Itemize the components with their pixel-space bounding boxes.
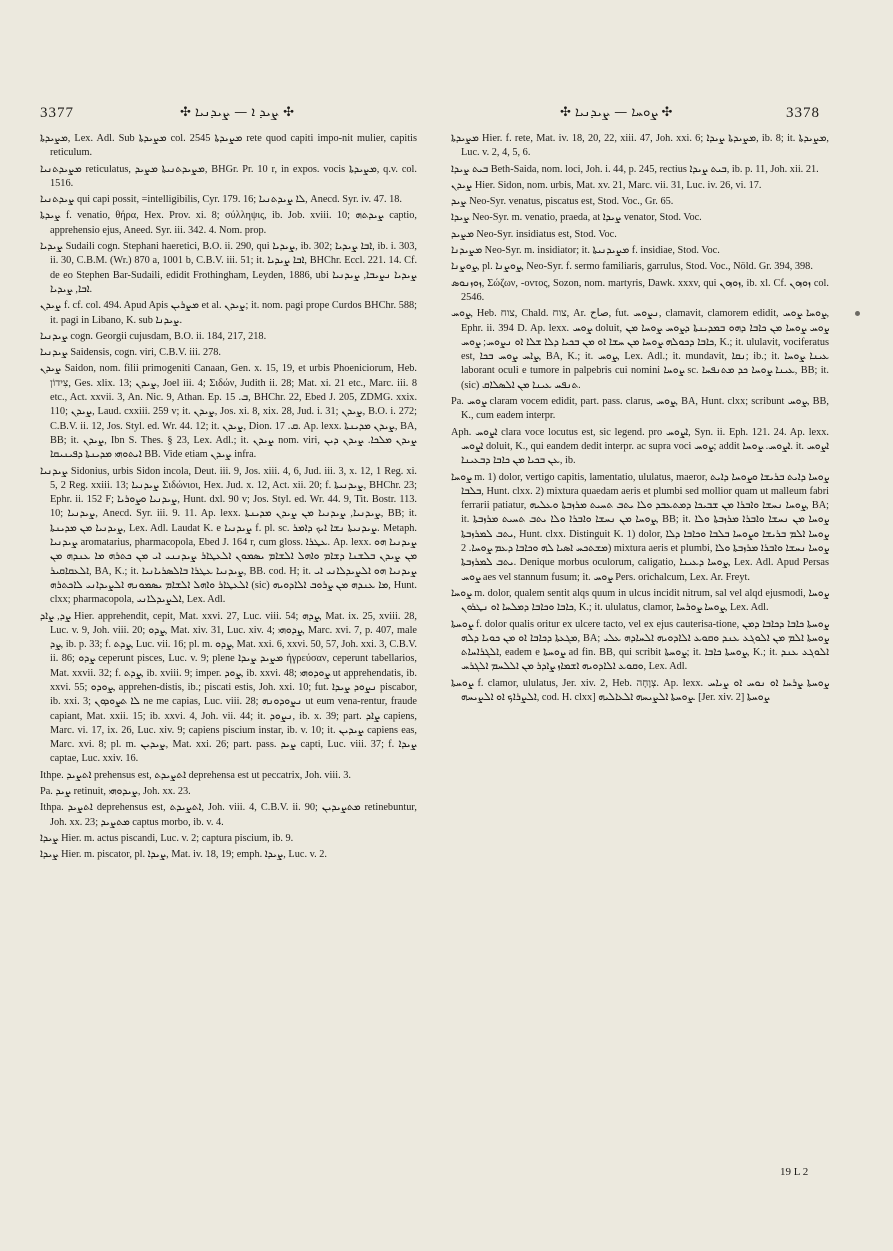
- entry: ܨܝܕܢ Saidon, nom. filii primogeniti Canaan, Gen. x. 15, 19, et urbis Phoeniciorum, Heb. צִידוֹן, Ges. xlix. 13; ܨܝܕܢ, Joel iii. 4; Σιδών, Judith ii. 28; Mat. xi. 21 etc., Marc. iii. 8 etc., Act. xxvii. 3, An. Nic. 9, Athan. Ep. ܒ. 15, BHChr. 22, Ebed J. 205, ZDMG. xxix. 110; ܨܝܕܢ, Laud. cxxiii. 259 v; it. ܨܝܕܢ, Jos. xi. 8, xix. 28, Jud. i. 31; ܨܝܕܢ, B.O. i. 272; C.B.V. ii. 12, Jos. Styl. ed. Wr. 44. 12; it. ܨܝܕܢ, Dion. ܩ. 17. Ap. lexx. ܨܝܕܢ ܡܕܝܢܬܐ, BA, BB; it. ܨܝܕܢ, Ibn S. Thes. § 23, Lex. Adl.; it. ܨܝܕܢ nom. viri, ܨܝܕܢ ܡܠܟܐ. ܨܝܕܢ ܕܝܢ ܐܝܬܘܗܝ ܡܕܝܢܬܐ ܕܦܝܢܝܩܐ BB. Vide etiam ܨܝܕܢ infra.: [40, 363, 417, 461]
- page-number-right: 3378: [786, 105, 820, 121]
- entry: ܡܨܝܕܬܐ, Lex. Adl. Sub ܡܨܝܕܬܐ col. 2545 ܡܨܝܕܬܐ rete quod capiti impo-nit mulier, capitis reticulum.: [40, 133, 417, 159]
- entry: Ithpe. ܐܬܨܝܕ prehensus est, ܐܬܨܝܕܬ deprehensa est ut peccatrix, Joh. viii. 3.: [40, 769, 351, 781]
- running-head-left: ✣ ܨܝܕ ܐ — ܨܝܕܢܝܐ ✣: [180, 105, 294, 120]
- page-number-left: 3377: [40, 105, 74, 121]
- entry: ܒܝܬ ܨܝܕܐ Beth-Saida, nom. loci, Joh. i. 44, p. 245, rectius ܒܝܬ ܨܝܕܐ, ib. p. 11, Joh. xii. 21.: [451, 163, 819, 175]
- entry: ܨܝܕܢ Hier. Sidon, nom. urbis, Mat. xv. 21, Marc. vii. 31, Luc. iv. 26, vi. 17.: [451, 179, 762, 191]
- entry: Aph. ܐܨܘܚ clara voce locutus est, sic legend. pro ܐܨܘܚ, Syn. ii. Eph. 121. 24. Ap. lexx. ܐܨܘܚ doluit, K., qui eandem dedit interpr. ac supra voci ܨܘܚ; addit ܐܨܘܚ. ܨܘܚܐ. it. ܐܨܘܚ ܥܢ ܒܟܝܐ ܡܢ ܟܐܒܐ ܕܒܥܝܢܐ, ib.: [451, 426, 829, 467]
- running-head-right: ✣ ܨܘܚܐ — ܨܝܕܢܝܐ ✣: [560, 105, 673, 120]
- entry: Pa. ܨܝܕ retinuit, ܨܝܕܘܗܝ, Joh. xx. 23.: [40, 786, 191, 798]
- entry: ܨܕ, ܨܐܕ Hier. apprehendit, cepit, Mat. xxvi. 27, Luc. viii. 54; ܨܕܗ, Mat. ix. 25, xviii. 28, Luc. v. 9, Joh. viii. 20; ܨܕܘ, Mat. xiv. 31, Luc. xiv. 4; ܨܕܘܗܝ, Marc. xvi. 7, p. 407, male ܨܕ, ib. p. 33; f. ܨܕܬ, Luc. vii. 16; pl. m. ܨܕܘ, Mat. xxi. 6, xxvi. 50, 57, Joh. xxi. 3, C.B.V. ii. 86; ܨܕܘ ceperunt pisces, Luc. v. 9; plene ܡܨܝܕ ܨܝܕܐ ἠγρεύσαν, ceperunt tabellarios, Mat. xxvii. 32; f. ܨܕܬ, ib. xviii. 9; imper. ܨܘܕ, ib. xxvi. 48; ܨܘܕܘܗܝ ut apprehendatis, ib. xxvi. 55; ܨܘܕܘ, apprehen-distis, ib.; piscati estis, Joh. xxi. 10; fut. ܢܨܘܕ ܨܝܕܐ piscabor, ib. xxi. 3; ܠܐ ܬܨܘܕܘܢ ne me capias, Luc. viii. 28; ܢܨܘܕܘܢܗ ut eum vena-rentur, fraude capiant, Mat. xxii. 15; ib. xxvi. 4, Joh. vii. 44; it. ܢܨܘܕ, ib. x. 39; part. ܨܐܕ capiens, Marc. vi. 17, ix. 26, Luc. xiv. 9; capiens piscium instar, ib. v. 10; it. ܨܝܕܝܢ capiens eas, Marc. xvi. 8; pl. m. ܨܝܕܝܢ, Mat. xxi. 26; part. pass. ܨܝܕ capti, Luc. viii. 37; f. ܨܝܕܐ captae, Luc. xxiv. 16.: [40, 610, 417, 765]
- entry: ܨܝܕܬܐ f. venatio, θήρα, Hex. Prov. xi. 8; σύλληψις, ib. Job. xviii. 10; ܨܝܕܬܗ captio, apprehensio ejus, Aneed. Syr. iii. 342. 4. Nom. prop.: [40, 210, 417, 236]
- entry: ܡܨܝܕܬܐ Hier. f. rete, Mat. iv. 18, 20, 22, xiii. 47, Joh. xxi. 6; ܡܨܝܕܬܐ ܨܝܕܐ, ib. 8; it. ܡܨܝܕܬܐ, Luc. v. 2, 4, 5, 6.: [451, 133, 829, 159]
- entry: ܨܝܕܐ Neo-Syr. m. venatio, praeda, at ܨܝܕܐ venator, Stod. Voc.: [451, 212, 702, 224]
- margin-dot: [855, 311, 860, 316]
- entry: ܨܝܕ Neo-Syr. venatus, piscatus est, Stod. Voc., Gr. 65.: [451, 196, 674, 208]
- entry: Pa. ܨܘܚ claram vocem edidit, part. pass. clarus, ܨܘܚ, BA, Hunt. clxx; scribunt ܨܘܚ, BB, K., cum eadem interpr.: [451, 396, 829, 422]
- left-column: [40, 132, 417, 1182]
- page-header: [40, 105, 820, 129]
- entry: ܨܘܚܬܐ f. clamor, ululatus, Jer. xiv. 2, Heb. צְוָחָה. Ap. lexx. ܨܘܚܬܐ ܨܪܚܐ ܐܘ ܢܘܚ ܐܘ ܨܝܐܚ ܐܠܨܪܐܟ ܐܘ ܐܠܨܝܚܗ, cod. H. clxx] ܨܘܚܬܐ ܐܠܨܝܚܗ ܐܠܥܐܠܝܗ. [Jer. xiv. 2] ܨܘܚܬܐ: [451, 677, 829, 703]
- printer-signature: 19 L 2: [780, 1166, 809, 1178]
- entry: ܨܘܨܢܐ, pl. ܨܘܨܢܐ, Neo-Syr. f. sermo familiaris, garrulus, Stod. Voc., Nöld. Gr. 394, 398.: [451, 261, 813, 273]
- entry: ܡܨܝܕ Neo-Syr. insidiatus est, Stod. Voc.: [451, 228, 617, 240]
- entry: ܨܝܕܬܢܝܐ qui capi possit, =intelligibilis, Cyr. 179. 16; ܠܐ ܨܝܕܬܢܝܐ, Anecd. Syr. iv. 47. 18.: [40, 194, 402, 206]
- entry: ܡܨܝܕܬܢܝܐ reticulatus, ܡܨܝܕܬܢܝܬܐ ܡܨܝܕ, BHGr. Pr. 10 r, in expos. vocis ܡܨܝܕܬܐ, q.v. col. 1516.: [40, 163, 417, 189]
- entry: ܨܘܚܐ m. 1) dolor, vertigo capitis, lamentatio, ululatus, maeror, ܨܘܚܐ ܕܐܝܬ ܒܪܝܫܐ ܘܨܘܚܐ ܕܐܝܬ ܒܠܒܐ, Hunt. clxx. 2) mixtura quaedam aeris et plumbi sed mollior quam ut malleum fabri ferrarii patiatur, ܨܘܚܐ ܢܚܫܐ ܘܐܒܪܐ ܡܢ ܫܒܝܟܐ ܕܡܬܥܒܕ ܘܠܐ ܝܬܒ ܬܚܝܬ ܡܪܙܒܬܐ ܘܥܠܝܗ, BA; it. ܨܘܚܐ ܡܢ ܢܚܫܐ ܘܐܒܪܐ ܘܠܐ ܝܬܒ ܬܚܝܬ ܡܪܙܒܬܐ, BB; it. ܨܘܚܐ ܡܢ ܢܚܫܐ ܘܐܒܪܐ ܡܪܙܒܬܐ ܘܠܐ ܝܬܒ ܠܡܪܙܒܬܐ, Hunt. clxx. Distinguit K. 1) dolor, ܨܘܚܐ ܐܠܡ ܒܪܝܫܐ ܘܨܘܚܐ ܒܠܒܐ ܘܟܐܒܐ ܕܠܐ ܡܫܬܟܚ ܐܣܝܐ ܠܗ ܘܟܐܒܐ ܕܥܡ ܨܘܚܐ. 2) mixtura aeris et plumbi, ܨܘܚܐ ܢܚܫܐ ܘܐܒܪܐ ܡܪܙܒܬܐ ܘܠܐ ܝܬܒ ܠܡܪܙܒܬܐ. Denique morbus oculorum, caligatio, ܨܘܚܐ ܕܥܝܢܐ, Lex. Adl. Apud Persas ܨܘܚ aes vel stannum fusum; it. ܨܘܚ Pers. orichalcum, Lex. Ar. Freyt.: [451, 471, 829, 583]
- entry: ܨܘܚܬܐ f. dolor qualis oritur ex ulcere tacto, vel ex ejus cauterisa-tione, ܨܘܚܬܐ ܟܐܒܐ ܕܟܐܒܐ ܕܡܢ ܡܓܥܬܐ ܕܟܐܒܐ ܐܘ ܡܢ ܟܘܝܐ ܕܠܗ, BA; ܨܘܚܬܐ ܐܠܡ ܡܢ ܐܠܘܓܥ ܥܢܕ ܘܩܘܥ ܐܠܐܕܘܝܗ ܐܠܚܐܕܗ ܥܠܝ ܐܠܓܪܐܚܐܬ, eadem e ܨܘܚܬܐ ad fin. BB, qui scribit ܨܘܚܬܐ; it. ܨܘܚܬܐ ܟܐܒܐ, K.; it. ܐܠܘܓܥ ܥܢܕ ܘܩܘܥ ܐܠܐܕܘܝܗ ܐܫܡܐܙ ܨܐܕܪ ܡܢ ܐܠܠܚܡ ܐܠܓܪܚ, Lex. Adl.: [451, 618, 829, 673]
- entry: ܨܝܕܢܝܐ Saidensis, cogn. viri, C.B.V. iii. 278.: [40, 347, 221, 359]
- right-column: [451, 132, 829, 1182]
- entry: ܙܘܙܢܘܣ, Σώζων, -οντος, Sozon, nom. martyris, Dawk. xxxv, qui ܙܘܙܘܢ, ib. xl. Cf. ܙܘܙܘܢ col. 2546.: [451, 277, 829, 303]
- entry: Ithpa. ܐܬܨܝܕ deprehensus est, ܐܬܨܝܕܬ, Joh. viii. 4, C.B.V. ii. 90; ܡܬܨܝܕܝܢ retinebuntur, Joh. xx. 23; ܡܬܨܝܕ captus morbo, ib. v. 4.: [40, 802, 417, 828]
- entry: ܨܘܚ, Heb. צוח, Chald. צוח, Ar. صاح, fut. ܢܨܘܚ, clamavit, clamorem edidit, ܨܘܚܐ ܨܘܚ, Ephr. ii. 394 D. Ap. lexx. ܨܘܚ doluit, ܨܘܚ ܨܘܚܐ ܡܢ ܟܐܒܐ ܕܗܘ ܒܡܕܝܢܬܐ ܕܨܘܚ ܨܘܚܐ ܡܢ ܟܐܒܐ ܕܟܘܠܗ ܨܘܚܐ ܡܢ ܚܫܐ ܐܘ ܡܢ ܒܟܝܐ ܕܠܐ ܫܠܐ ܐܘ ܢܨܘܚ; ܨܘܚ, K.; it. ululavit, vociferatus est, ܨܐܚ ܨܘܚ ܒܟܐ, BA, K.; it. ܨܘܚ, Lex. Adl.; it. mundavit, ܢܩܐ; ib.; it. ܥܝܢܐ ܨܘܚܐ laborant oculi e tumore in palpebris cui nomini ܨܘܚܐ sc. ܥܝܢܐ ܨܘܚܐ ܟܕ ܡܬܢܦܚܐ, BB; it. (sic) ܬܢܦܚ ܥܝܢܐ ܡܢ ܐܠܣܠܐܩ.: [451, 308, 829, 391]
- entry: ܨܘܚܐ m. dolor, qualem sentit alqs quum in ulcus incidit nitrum, sal vel alqd ejusmodi, ܨܘܚܐ ܟܐܒܐ ܘܟܐܒܐ ܕܡܠܚܐ ܐܘ ܢܛܪܘܢ, K.; it. ululatus, clamor, ܨܘܚܐ ܨܘܪܚܐ, Lex. Adl.: [451, 587, 829, 614]
- entry: ܨܝܕܢ f. cf. col. 494. Apud Apis ܡܨܪܝܢ et al. ܨܝܕܢ; it. nom. pagi prope Curdos BHChr. 588; it. pagi in Libano, K. sub ܨܝܕܢܐ.: [40, 300, 417, 326]
- entry: ܡܨܝܕܢܐ Neo-Syr. m. insidiator; it. ܡܨܝܕܢܝܬܐ f. insidiae, Stod. Voc.: [451, 245, 720, 257]
- entry: ܨܝܕܐ Hier. m. piscator, pl. ܨܝܕܐ, Mat. iv. 18, 19; emph. ܨܝܕܐ, Luc. v. 2.: [40, 849, 327, 861]
- entry: ܨܝܕܢܝܐ cogn. Georgii cujusdam, B.O. ii. 184, 217, 218.: [40, 330, 267, 342]
- entry: ܨܝܕܝܐ Sudaili cogn. Stephani haeretici, B.O. ii. 290, qui ܨܝܕܝܐ, ib. 302; ܐܒܐ ܨܝܕܝܐ, ib. i. 303, ii. 30, C.B.M. (Wr.) 870 a, 1001 b, C.B.V. iii. 51; it. ܐܒܐ ܨܝܕܝܐ, BHChr. Eccl. 221. 14. Cf. de eo Stephen Bar-Sudaili, edidit Frothingham, Leyden, 1886, ubi ܨܝܕܝܐ ܢܨܝܒܐ, ܨܝܕܢܝܐ ܐܒܐ, ܨܝܕܝܐ.: [40, 241, 417, 295]
- entry: ܨܝܕܢܝܐ Sidonius, urbis Sidon incola, Deut. iii. 9, Jos. xiii. 4, 6, Jud. iii. 3, x. 12, 1 Reg. xi. 5, 2 Reg. xxiii. 13; ܨܝܕܢܝܐ Σιδώνιοι, Hex. Jud. x. 12, Act. xii. 20; f. ܨܝܕܢܝܬܐ, BHChr. 23; Ephr. ii. 152 F; ܨܝܕܢܝܐ ܘܨܘܪܝܐ, Hunt. dxl. 90 v; Jos. Styl. ed. Wr. 44. 9, Tit. Bostr. 113. 10; ܨܝܕܢܝܐ, Anecd. Syr. iii. 9. 11. Ap. lexx. ܨܝܕܢܝܐ, ܨܝܕܢܝܐ ܡܢ ܨܝܕܢ ܡܕܝܢܬܐ, BB; it. ܨܝܕܢܝܐ ܡܢ ܡܕܝܢܬܐ, Lex. Adl. Laudat K. e ܨܝܕܢܝܐ f. pl. sc. ܨܝܕܢܝܬܐ ܢܫܐ ܐܝܟ ܕܐܡܪ. Metaph. ܨܝܕܢܝܐ aromatarius, pharmacopola, Ebed J. 164 r, cum gloss. ܥܛܪܐ. Ap. lexx. ܨܝܕܢܝܐ ܗܘ ܡܢ ܨܝܕܢ ܒܠܫܢܐ ܕܫܐܡ ܘܐܗܠ ܐܠܫܐܡ ܝܣܡܘܢ ܐܠܥܛܐܪ ܨܝܕܢܢܝ ܐܝ ܡܢ ܟܬܪܗ ܡܐ ܥܢܕܗ ܡܢ ܐܠܥܩܐܩܝܪ, BA, K.; it. ܨܝܕܢܝܐ ܥܛܪܐ ܒܐܠܣܪܝܐܢܝܐ, BB. cod. H; it. ܨܝܕܢܝܐ ܗܘ ܐܠܨܝܕܠܐܢܝ ܐܝ ܐܠܥܛܐܪ ܘܐܗܠ ܐܠܫܐܡ ܝܣܡܘܢܗ ܐܠܨܝܕܐܢܝ ܠܐܟܬܪܗ (sic) ܡܐ ܥܢܕܗ ܡܢ ܨܪܘܒ ܐܠܐܕܘܝܗ, Hunt. clxx; pharmacopola, ܐܠܨܝܕܠܐܢܝ, Lex. Adl.: [40, 465, 417, 606]
- entry: ܨܝܕܐ Hier. m. actus piscandi, Luc. v. 2; captura piscium, ib. 9.: [40, 832, 294, 844]
